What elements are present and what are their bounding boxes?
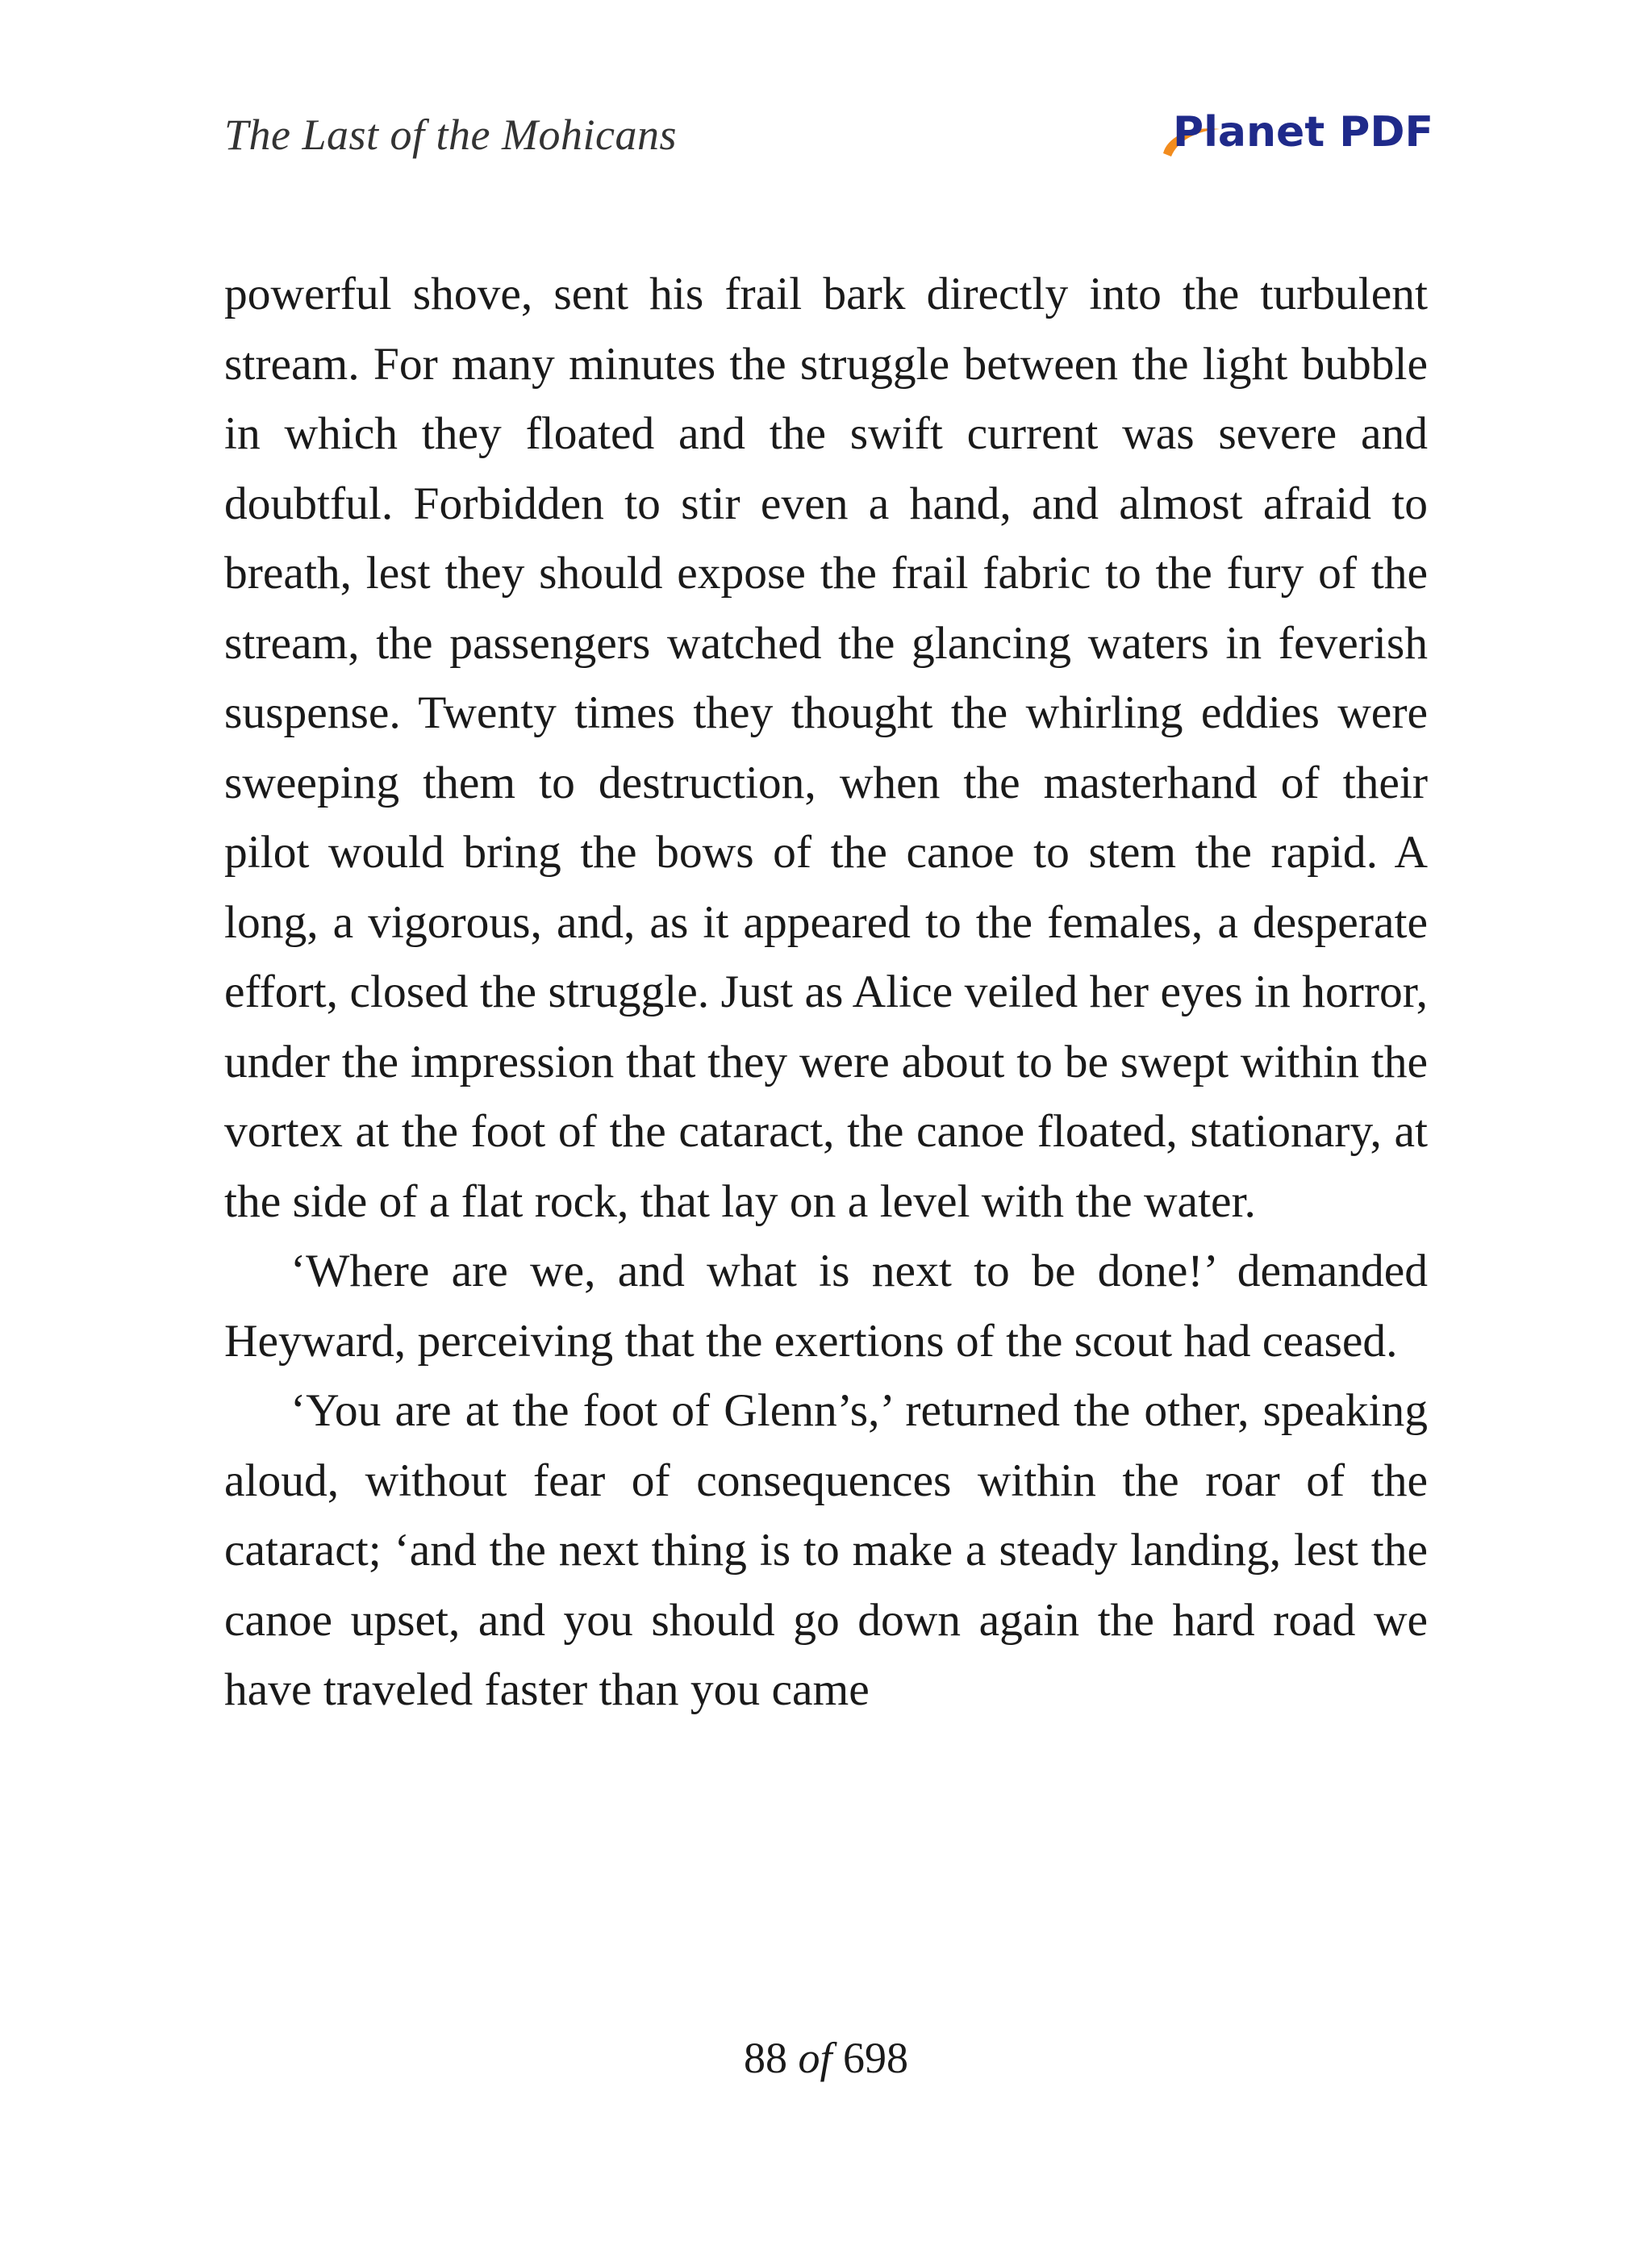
page-number [0, 2033, 1652, 2083]
page-current: 88 [743, 2034, 787, 2082]
page-body [224, 260, 1428, 1726]
page-of-label: of [798, 2034, 832, 2082]
paragraph-3: ‘You are at the foot of Glenn’s,’ returned the other, speaking aloud, without fear of consequences within the roar of the cataract; ‘and the next thing is to make a steady landing, lest the canoe upset, and you should go down again the hard road we have traveled faster than you came [224, 1385, 1428, 1715]
paragraph-2: ‘Where are we, and what is next to be done!’ demanded Heyward, perceiving that the exertions of the scout had ceased. [224, 1246, 1428, 1367]
page-total: 698 [843, 2034, 908, 2082]
page-header [224, 103, 1434, 176]
logo-text: Planet PDF [1173, 108, 1434, 157]
planet-pdf-logo [1160, 103, 1434, 168]
paragraph-1: powerful shove, sent his frail bark directly into the turbulent stream. For many minutes the struggle between the light bubble in which they floated and the swift current was severe and doubtful. Forbidden to stir even a hand, and almost afraid to breath, lest they should expose the frail fabric to the fury of the stream, the passengers watched the glancing waters in feverish suspense. Twenty times they thought the whirling eddies were sweeping them to destruction, when the masterhand of their pilot would bring the bows of the canoe to stem the rapid. A long, a vigorous, and, as it appeared to the females, a desperate effort, closed the struggle. Just as Alice veiled her eyes in horror, under the impression that they were about to be swept within the vortex at the foot of the cataract, the canoe floated, stationary, at the side of a flat rock, that lay on a level with the water. [224, 269, 1428, 1227]
book-title: The Last of the Mohicans [224, 111, 677, 159]
